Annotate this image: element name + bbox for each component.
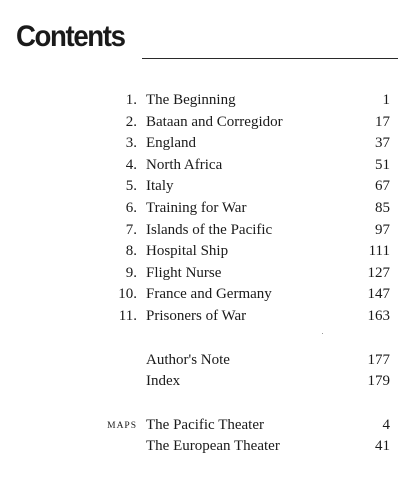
- chapter-row[interactable]: [0, 133, 420, 155]
- chapter-row[interactable]: [0, 263, 420, 285]
- chapter-number: 3.: [125, 135, 137, 152]
- chapter-page: 127: [367, 264, 390, 281]
- map-page: 4: [382, 416, 390, 433]
- chapter-row[interactable]: [0, 306, 420, 328]
- chapter-page: 147: [367, 286, 390, 303]
- chapter-row[interactable]: [0, 176, 420, 198]
- chapter-title: Bataan and Corregidor: [146, 113, 283, 130]
- chapter-row[interactable]: [0, 90, 420, 112]
- chapter-number: 2.: [125, 113, 137, 130]
- chapter-title: Islands of the Pacific: [146, 221, 273, 238]
- maps-label: MAPS: [107, 420, 137, 431]
- map-row[interactable]: [0, 415, 420, 437]
- table-of-contents: [0, 90, 420, 458]
- chapter-number: 8.: [125, 243, 137, 260]
- map-row[interactable]: [0, 436, 420, 458]
- chapter-page: 67: [375, 178, 390, 195]
- title-rule: [142, 58, 398, 59]
- map-page: 41: [375, 438, 390, 455]
- chapter-number: 5.: [125, 178, 137, 195]
- chapter-row[interactable]: [0, 155, 420, 177]
- chapter-page: 85: [375, 199, 390, 216]
- chapter-number: 6.: [125, 199, 137, 216]
- chapter-row[interactable]: [0, 112, 420, 134]
- chapter-page: 1: [382, 92, 390, 108]
- section-spacer: [0, 328, 420, 350]
- chapter-title: Flight Nurse: [146, 264, 222, 281]
- chapter-title: Prisoners of War: [146, 307, 247, 324]
- chapter-number: 10.: [118, 286, 137, 303]
- chapter-row[interactable]: [0, 284, 420, 306]
- chapter-row[interactable]: [0, 198, 420, 220]
- chapter-number: 4.: [125, 156, 137, 173]
- page-title: Contents: [16, 20, 125, 53]
- chapter-title: Hospital Ship: [146, 243, 229, 260]
- chapter-page: 37: [375, 135, 390, 152]
- chapter-title: England: [146, 135, 196, 152]
- chapter-page: 51: [375, 156, 390, 173]
- back-matter-row[interactable]: [0, 371, 420, 393]
- chapter-number: 7.: [125, 221, 137, 238]
- back-matter-page: 177: [367, 351, 390, 368]
- chapter-page: 97: [375, 221, 390, 238]
- chapter-title: The Beginning: [146, 92, 236, 108]
- chapter-page: 163: [367, 307, 390, 324]
- chapter-page: 111: [368, 243, 390, 260]
- back-matter-title: Index: [146, 373, 181, 390]
- chapter-page: 17: [375, 113, 390, 130]
- map-title: The Pacific Theater: [146, 416, 264, 433]
- chapter-title: Italy: [146, 178, 174, 195]
- chapter-number: 11.: [118, 307, 137, 324]
- section-spacer: [0, 393, 420, 415]
- back-matter-title: Author's Note: [146, 351, 230, 368]
- print-speck: [322, 333, 323, 334]
- chapter-number: 1.: [125, 92, 137, 108]
- back-matter-row[interactable]: [0, 350, 420, 372]
- chapter-row[interactable]: [0, 241, 420, 263]
- back-matter-page: 179: [367, 373, 390, 390]
- map-title: The European Theater: [146, 438, 280, 455]
- chapter-title: North Africa: [146, 156, 223, 173]
- chapter-title: Training for War: [146, 199, 247, 216]
- chapter-title: France and Germany: [146, 286, 272, 303]
- chapter-number: 9.: [125, 264, 137, 281]
- chapter-row[interactable]: [0, 220, 420, 242]
